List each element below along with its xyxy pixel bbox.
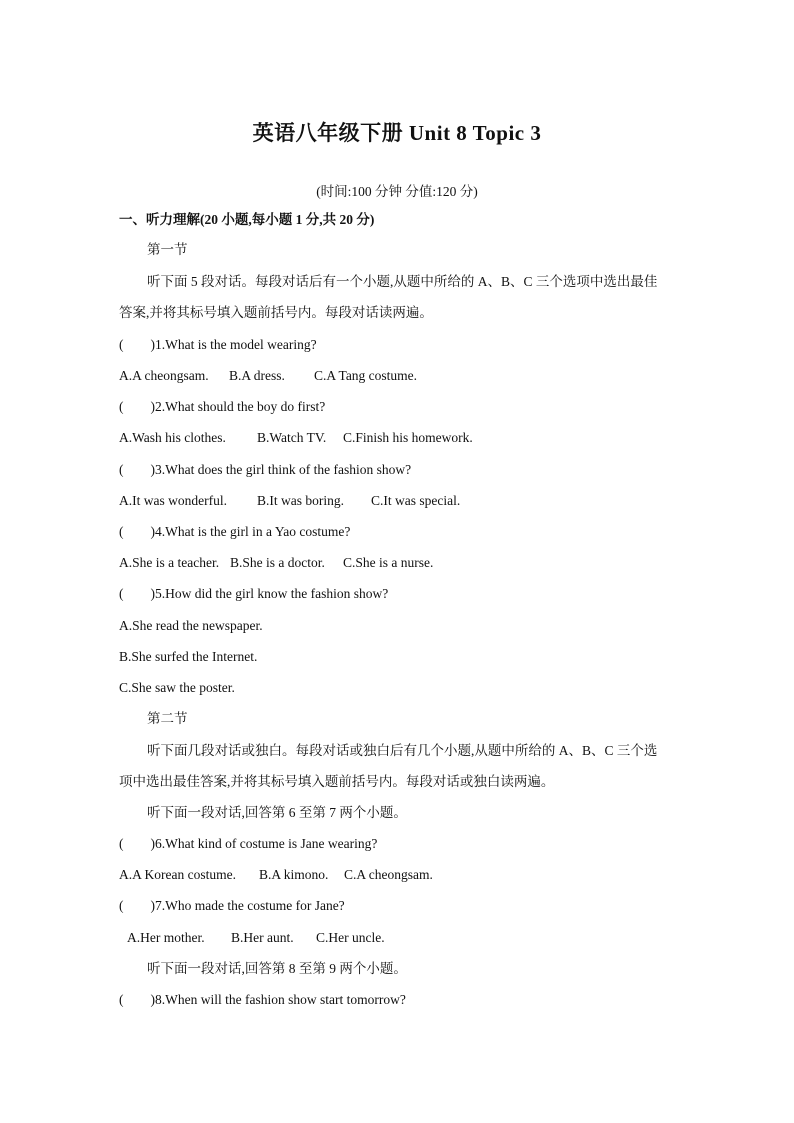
question-3-options (119, 492, 460, 510)
answer-bracket[interactable]: ( ) (119, 586, 155, 601)
answer-bracket[interactable]: ( ) (119, 992, 155, 1007)
option-a: A.A Korean costume. (119, 867, 236, 882)
answer-bracket[interactable]: ( ) (119, 337, 155, 352)
question-3 (119, 461, 411, 479)
option-a: A.She read the newspaper. (119, 618, 263, 633)
option-a: A.Wash his clothes. (119, 430, 226, 445)
question-1-options (119, 367, 417, 385)
page-title: 英语八年级下册 Unit 8 Topic 3 (252, 121, 542, 145)
question-6-options (119, 866, 433, 884)
option-c: C.It was special. (371, 493, 461, 508)
option-b: B.She is a doctor. (230, 555, 325, 570)
part1-label: 第一节 (147, 242, 188, 257)
answer-bracket[interactable]: ( ) (119, 399, 155, 414)
question-text: 7.Who made the costume for Jane? (155, 898, 345, 913)
dialogue-intro-6-7: 听下面一段对话,回答第 6 至第 7 两个小题。 (147, 805, 407, 820)
option-c: C.Her uncle. (316, 930, 385, 945)
option-a: A.She is a teacher. (119, 555, 220, 570)
question-6 (119, 835, 377, 853)
part1-instruction-cont: 答案,并将其标号填入题前括号内。每段对话读两遍。 (119, 305, 433, 320)
question-text: 6.What kind of costume is Jane wearing? (155, 836, 378, 851)
option-c: C.She saw the poster. (119, 680, 235, 695)
part2-instruction: 听下面几段对话或独白。每段对话或独白后有几个小题,从题中所给的 A、B、C 三个选 (147, 743, 658, 758)
option-b: B.Watch TV. (257, 430, 327, 445)
question-text: 5.How did the girl know the fashion show? (155, 586, 389, 601)
part1-instruction: 听下面 5 段对话。每段对话后有一个小题,从题中所给的 A、B、C 三个选项中选出最佳 (147, 274, 658, 289)
answer-bracket[interactable]: ( ) (119, 898, 155, 913)
option-a: A.It was wonderful. (119, 493, 227, 508)
question-text: 4.What is the girl in a Yao costume? (155, 524, 351, 539)
question-text: 2.What should the boy do first? (155, 399, 326, 414)
question-text: 8.When will the fashion show start tomorrow? (155, 992, 406, 1007)
question-2-options (119, 429, 473, 447)
question-4 (119, 523, 350, 541)
option-b: B.A kimono. (259, 867, 329, 882)
question-8 (119, 991, 406, 1009)
question-7 (119, 897, 345, 915)
option-a: A.Her mother. (127, 930, 205, 945)
question-text: 3.What does the girl think of the fashion show? (155, 462, 412, 477)
question-text: 1.What is the model wearing? (155, 337, 317, 352)
answer-bracket[interactable]: ( ) (119, 462, 155, 477)
time-score-info: (时间:100 分钟 分值:120 分) (316, 184, 478, 199)
option-c: C.She is a nurse. (343, 555, 434, 570)
question-1 (119, 336, 317, 354)
part2-instruction-cont: 项中选出最佳答案,并将其标号填入题前括号内。每段对话或独白读两遍。 (119, 774, 555, 789)
answer-bracket[interactable]: ( ) (119, 836, 155, 851)
dialogue-intro-8-9: 听下面一段对话,回答第 8 至第 9 两个小题。 (147, 961, 407, 976)
option-b: B.A dress. (229, 368, 285, 383)
part2-label: 第二节 (147, 711, 188, 726)
option-b: B.She surfed the Internet. (119, 649, 258, 664)
option-a: A.A cheongsam. (119, 368, 209, 383)
question-2 (119, 398, 325, 416)
option-c: C.A Tang costume. (314, 368, 418, 383)
option-c: C.Finish his homework. (343, 430, 473, 445)
option-b: B.Her aunt. (231, 930, 294, 945)
answer-bracket[interactable]: ( ) (119, 524, 155, 539)
option-c: C.A cheongsam. (344, 867, 433, 882)
option-b: B.It was boring. (257, 493, 344, 508)
question-4-options (119, 554, 433, 572)
question-7-options (127, 929, 385, 947)
question-5 (119, 585, 388, 603)
section-heading: 一、听力理解(20 小题,每小题 1 分,共 20 分) (119, 212, 375, 227)
